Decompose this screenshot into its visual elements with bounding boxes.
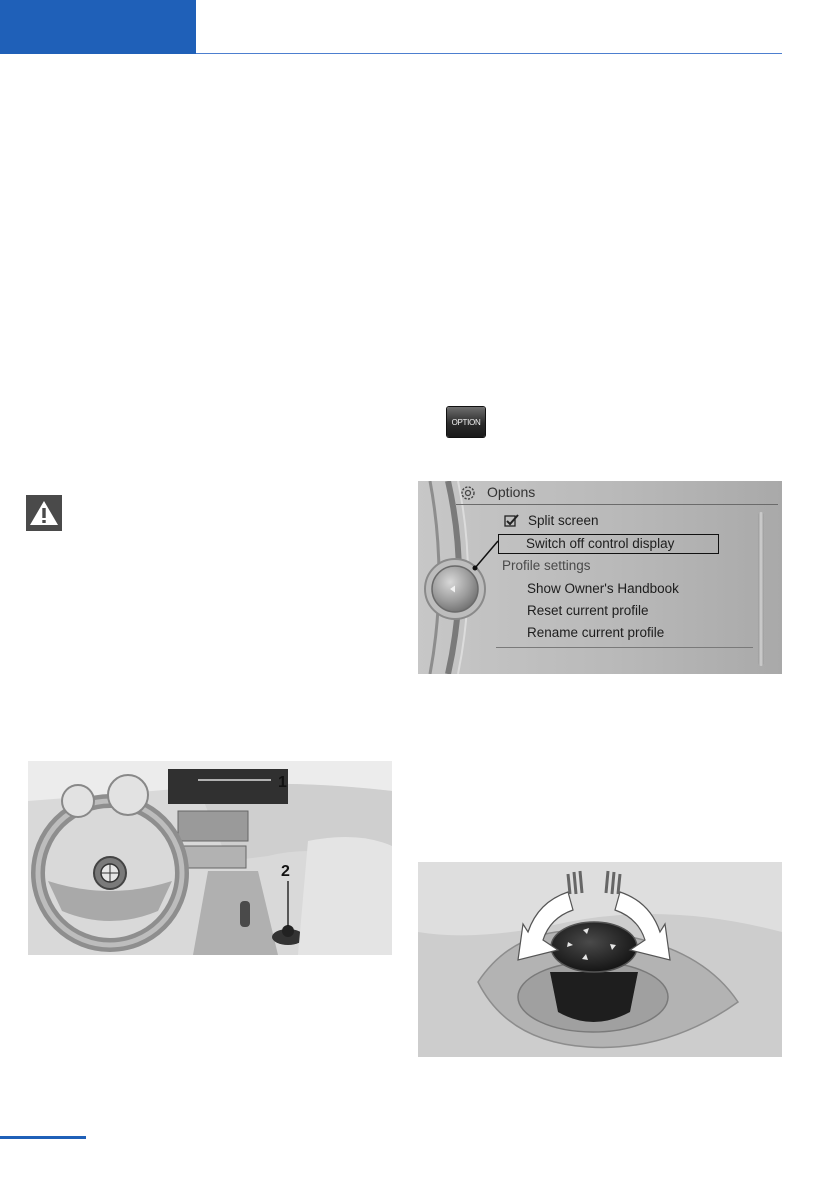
menu-item-rename-profile: Rename current profile bbox=[527, 625, 665, 640]
menu-item-split-screen: Split screen bbox=[528, 513, 599, 528]
gear-icon bbox=[459, 484, 477, 502]
chapter-tab bbox=[0, 0, 196, 54]
option-button bbox=[447, 407, 485, 437]
bottom-divider bbox=[496, 647, 753, 648]
callout-2: 2 bbox=[281, 863, 290, 880]
warning-triangle-icon bbox=[26, 495, 62, 531]
menu-item-owners-handbook: Show Owner's Handbook bbox=[527, 581, 679, 596]
menu-item-switch-off-display: Switch off control display bbox=[498, 534, 719, 554]
options-title: Options bbox=[487, 484, 536, 500]
checkmark-icon bbox=[504, 514, 520, 528]
menu-item-reset-profile: Reset current profile bbox=[527, 603, 649, 618]
controller-illustration bbox=[418, 862, 782, 1057]
scrollbar bbox=[758, 512, 764, 666]
cockpit-illustration bbox=[28, 761, 392, 955]
callout-1: 1 bbox=[278, 774, 287, 791]
menu-heading-profile-settings: Profile settings bbox=[502, 558, 591, 573]
title-divider bbox=[456, 504, 778, 505]
option-button-label: OPTION bbox=[451, 417, 481, 427]
options-screen bbox=[418, 481, 782, 674]
footer-rule bbox=[0, 1136, 86, 1139]
controller-graphic bbox=[418, 481, 782, 674]
header-rule bbox=[196, 53, 782, 54]
